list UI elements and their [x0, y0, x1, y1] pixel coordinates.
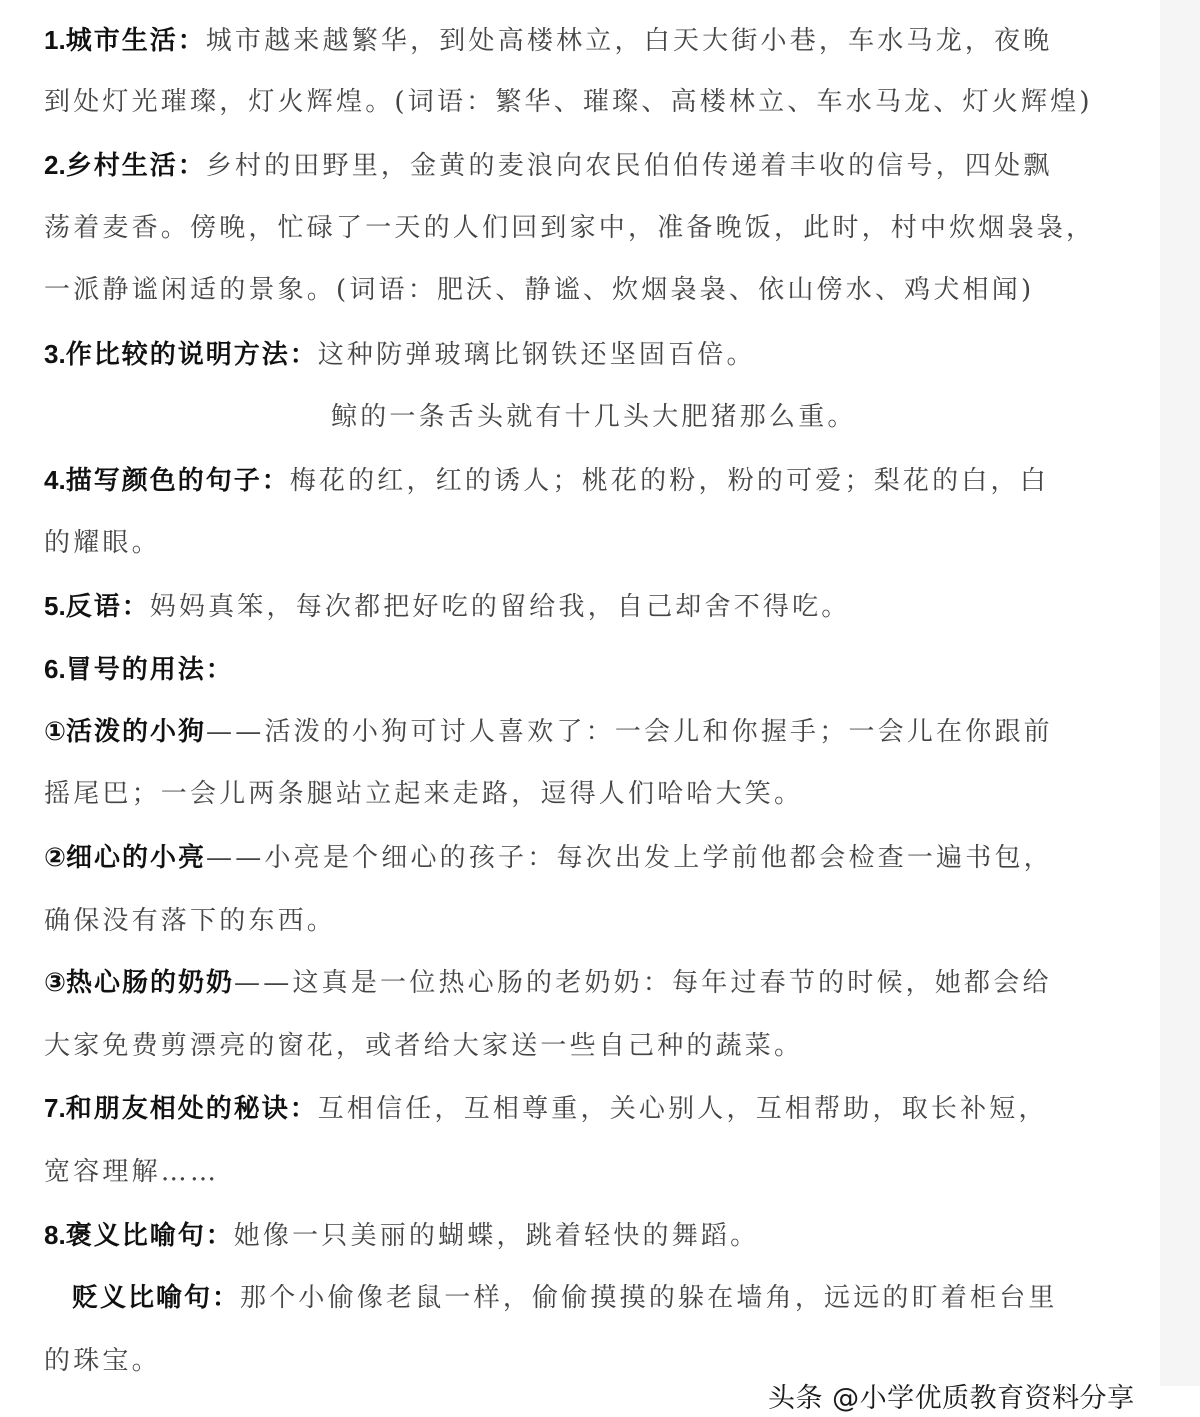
item-title: 乡村生活： [65, 151, 206, 181]
item-title: 冒号的用法： [65, 655, 234, 685]
item-3-line-1 [44, 334, 756, 375]
item-title: 描写颜色的句子： [65, 466, 290, 496]
item-title: 贬义比喻句： [72, 1283, 241, 1313]
item-title: 反语： [65, 592, 150, 622]
sub-item-1-line-2: 摇尾巴；一会儿两条腿站立起来走路，逗得人们哈哈大笑。 [44, 779, 804, 809]
item-6-line-1 [44, 649, 234, 690]
item-text: 梅花的红，红的诱人；桃花的粉，粉的可爱；梨花的白，白 [289, 466, 1049, 496]
circled-number-1-icon: ① [44, 717, 67, 747]
circled-number-3-icon: ③ [44, 968, 67, 998]
item-number: 8. [44, 1220, 66, 1250]
item-number: 3. [44, 339, 66, 369]
item-number: 2. [44, 150, 66, 180]
item-1-line-1 [44, 20, 1053, 61]
item-8b-line-1 [72, 1278, 1058, 1318]
item-text: 妈妈真笨，每次都把好吃的留给我，自己却舍不得吃。 [149, 592, 851, 622]
item-3-line-2: 鲸的一条舌头就有十几头大肥猪那么重。 [331, 402, 857, 432]
em-dash: —— [234, 968, 293, 998]
sub-item-text: 小亮是个细心的孩子：每次出发上学前他都会检查一遍书包， [264, 843, 1053, 873]
item-title: 作比较的说明方法： [65, 340, 318, 370]
item-title: 褒义比喻句： [65, 1221, 234, 1251]
right-margin-strip [1160, 0, 1200, 1386]
item-4-line-1 [44, 460, 1049, 501]
em-dash: —— [206, 717, 265, 747]
item-text: 乡村的田野里，金黄的麦浪向农民伯伯传递着丰收的信号，四处飘 [205, 151, 1053, 181]
item-2-line-2: 荡着麦香。傍晚，忙碌了一天的人们回到家中，准备晚饭，此时，村中炊烟袅袅， [44, 213, 1096, 243]
item-5-line-1 [44, 586, 851, 627]
item-number: 7. [44, 1093, 66, 1123]
item-number: 6. [44, 654, 66, 684]
sub-item-3-line-2: 大家免费剪漂亮的窗花，或者给大家送一些自己种的蔬菜。 [44, 1031, 804, 1061]
sub-item-title: 细心的小亮 [66, 843, 207, 873]
item-text: 她像一只美丽的蝴蝶，跳着轻快的舞蹈。 [233, 1221, 760, 1251]
item-title: 和朋友相处的秘诀： [65, 1094, 318, 1124]
em-dash: —— [206, 843, 265, 873]
sub-item-1-line-1 [44, 712, 1053, 752]
watermark-source-label: 头条 @小学优质教育资料分享 [768, 1383, 1135, 1414]
sub-item-title: 热心肠的奶奶 [66, 968, 235, 998]
item-text: 城市越来越繁华，到处高楼林立，白天大街小巷，车水马龙，夜晚 [205, 26, 1053, 56]
item-2-line-1 [44, 145, 1053, 186]
sub-item-2-line-2: 确保没有落下的东西。 [44, 906, 337, 936]
item-text: 这种防弹玻璃比钢铁还坚固百倍。 [317, 340, 756, 370]
circled-number-2-icon: ② [44, 843, 67, 873]
item-number: 4. [44, 465, 66, 495]
item-number: 5. [44, 591, 66, 621]
item-8-line-1 [44, 1215, 759, 1256]
item-8b-line-2: 的珠宝。 [44, 1346, 161, 1376]
sub-item-title: 活泼的小狗 [66, 717, 207, 747]
item-text: 那个小偷像老鼠一样，偷偷摸摸的躲在墙角，远远的盯着柜台里 [240, 1283, 1058, 1313]
item-text: 互相信任，互相尊重，关心别人，互相帮助，取长补短， [317, 1094, 1048, 1124]
item-2-line-3: 一派静谧闲适的景象。(词语：肥沃、静谧、炊烟袅袅、依山傍水、鸡犬相闻) [44, 275, 1035, 305]
item-7-line-1 [44, 1088, 1048, 1129]
sub-item-text: 这真是一位热心肠的老奶奶：每年过春节的时候，她都会给 [292, 968, 1052, 998]
sub-item-2-line-1 [44, 838, 1053, 878]
sub-item-text: 活泼的小狗可讨人喜欢了：一会儿和你握手；一会儿在你跟前 [264, 717, 1053, 747]
item-7-line-2: 宽容理解…… [44, 1157, 220, 1187]
item-1-line-2: 到处灯光璀璨，灯火辉煌。(词语：繁华、璀璨、高楼林立、车水马龙、灯火辉煌) [44, 87, 1093, 117]
item-4-line-2: 的耀眼。 [44, 528, 161, 558]
item-title: 城市生活： [65, 26, 206, 56]
item-number: 1. [44, 25, 66, 55]
sub-item-3-line-1 [44, 963, 1052, 1003]
